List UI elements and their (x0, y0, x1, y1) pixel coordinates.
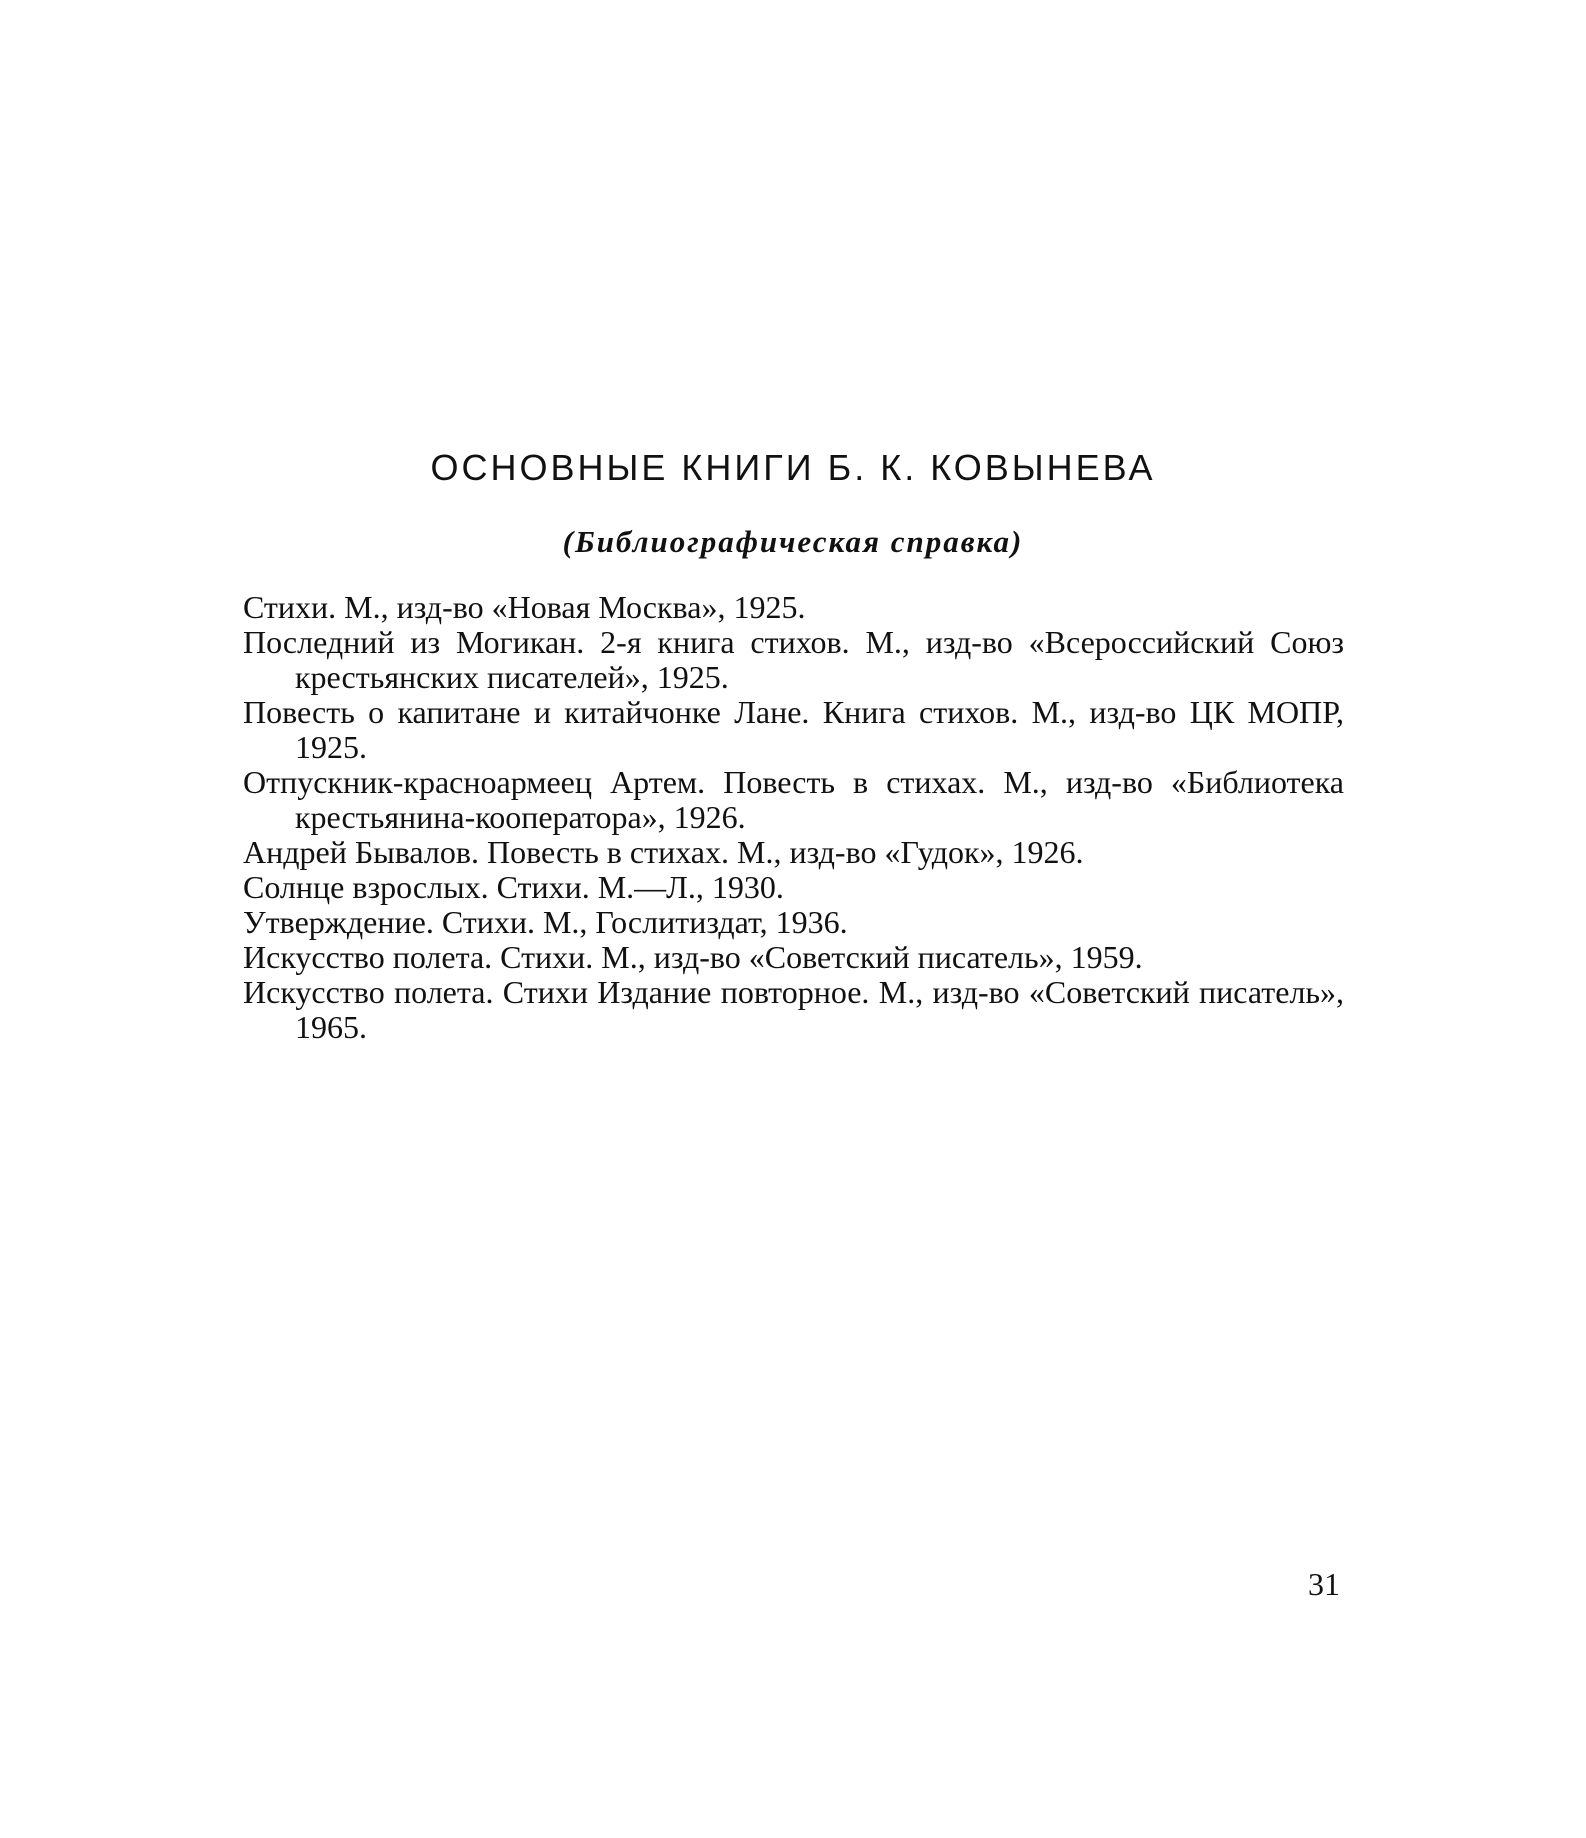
bibliography-entry: Последний из Могикан. 2-я книга стихов. М., изд-во «Всероссийский Союз крестьянских писателей», 1925. (243, 624, 1344, 695)
bibliography-entry: Искусство полета. Стихи Издание повторное. М., изд-во «Советский писатель», 1965. (243, 974, 1344, 1045)
bibliography-entry: Андрей Бывалов. Повесть в стихах. М., изд-во «Гудок», 1926. (243, 834, 1084, 870)
page-number: 31 (1308, 1566, 1340, 1602)
bibliography-entry: Отпускник-красноармеец Артем. Повесть в стихах. М., изд-во «Библиотека крестьянина-кооператора», 1926. (243, 764, 1344, 835)
bibliography-list (243, 590, 1344, 1045)
bibliography-entry: Искусство полета. Стихи. М., изд-во «Советский писатель», 1959. (243, 939, 1143, 975)
bibliography-entry: Повесть о капитане и китайчонке Лане. Книга стихов. М., изд-во ЦК МОПР, 1925. (243, 694, 1344, 765)
page-subtitle: (Библиографическая справка) (562, 524, 1024, 559)
bibliography-entry: Солнце взрослых. Стихи. М.—Л., 1930. (243, 869, 784, 905)
page-title: ОСНОВНЫЕ КНИГИ Б. К. КОВЫНЕВА (430, 447, 1156, 488)
bibliography-entry: Стихи. М., изд-во «Новая Москва», 1925. (243, 589, 806, 625)
bibliography-entry: Утверждение. Стихи. М., Гослитиздат, 1936. (243, 904, 848, 940)
